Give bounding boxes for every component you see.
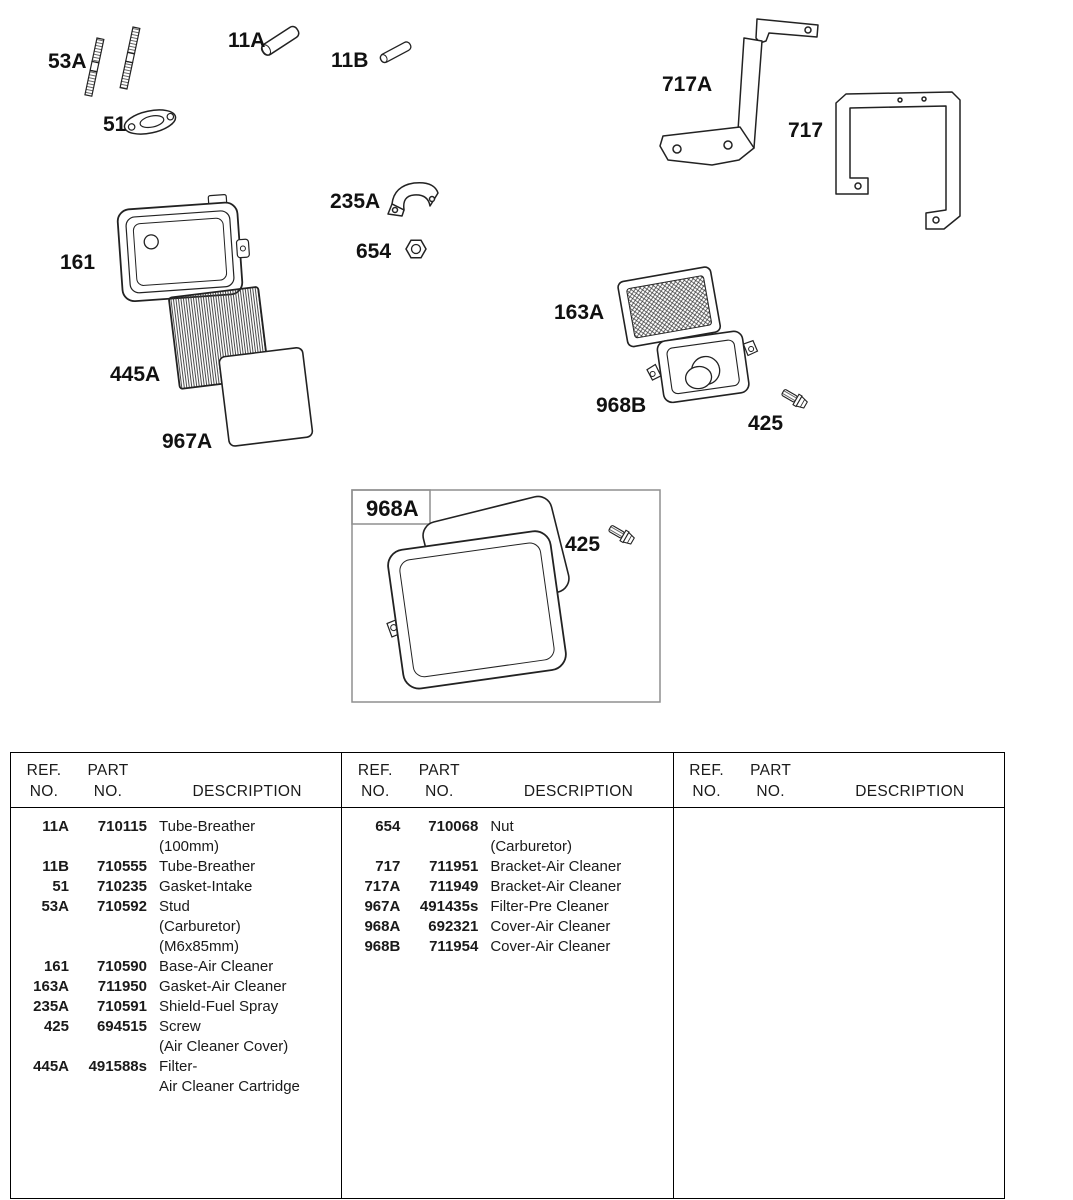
description-cell: (100mm) bbox=[159, 838, 220, 855]
shield-235A-part bbox=[388, 183, 438, 216]
ref-no-cell: 425 bbox=[43, 1018, 69, 1035]
part-no-cell bbox=[69, 1077, 147, 1097]
parts-table-column-1 bbox=[11, 753, 342, 1198]
table-row bbox=[19, 857, 335, 877]
header-desc-spacer bbox=[478, 760, 666, 781]
ref-no-cell bbox=[19, 1037, 69, 1057]
ref-no-cell: 11B bbox=[42, 858, 69, 875]
header-part-no: NO. bbox=[756, 783, 785, 800]
precleaner-967A-part bbox=[219, 347, 313, 447]
part-no-cell: 710590 bbox=[96, 958, 147, 975]
description-cell: Nut bbox=[490, 818, 514, 835]
table-row bbox=[19, 817, 335, 837]
part-label-235A: 235A bbox=[330, 190, 381, 213]
tube-11A-part bbox=[260, 25, 301, 57]
part-label-425-box: 425 bbox=[565, 533, 601, 556]
part-label-654: 654 bbox=[356, 240, 392, 263]
part-no-cell bbox=[69, 837, 147, 857]
description-cell: Bracket-Air Cleaner bbox=[490, 878, 622, 895]
description-cell: Gasket-Air Cleaner bbox=[159, 978, 287, 995]
description-cell: (Carburetor) bbox=[159, 918, 241, 935]
table-header bbox=[674, 753, 1004, 808]
part-label-968B: 968B bbox=[596, 394, 647, 417]
part-label-53A: 53A bbox=[48, 50, 87, 73]
screw-425-part bbox=[780, 387, 809, 410]
description-cell: Bracket-Air Cleaner bbox=[490, 858, 622, 875]
stud-53A-part bbox=[85, 38, 104, 96]
description-cell: Base-Air Cleaner bbox=[159, 958, 274, 975]
description-cell: Screw bbox=[159, 1018, 201, 1035]
tube-11B-part bbox=[379, 41, 412, 64]
header-part-no: NO. bbox=[425, 783, 454, 800]
header-part: PART bbox=[418, 762, 460, 779]
ref-no-cell: 51 bbox=[52, 878, 69, 895]
header-ref: REF. bbox=[26, 762, 62, 779]
description-cell: Filter-Pre Cleaner bbox=[490, 898, 609, 915]
header-desc-spacer bbox=[810, 760, 998, 781]
cover-968A-part bbox=[377, 493, 572, 691]
ref-no-cell: 967A bbox=[364, 898, 401, 915]
part-label-161: 161 bbox=[60, 251, 96, 274]
table-row bbox=[350, 857, 666, 877]
ref-no-cell bbox=[350, 837, 400, 857]
screw-425-box-part bbox=[607, 523, 636, 546]
part-no-cell: 491435s bbox=[419, 898, 479, 915]
description-cell: (M6x85mm) bbox=[159, 938, 240, 955]
part-no-cell bbox=[400, 837, 478, 857]
part-label-968A: 968A bbox=[366, 496, 419, 521]
part-no-cell: 710068 bbox=[428, 818, 479, 835]
parts-table-column-2 bbox=[342, 753, 673, 1198]
description-cell: Stud bbox=[159, 898, 190, 915]
header-part: PART bbox=[750, 762, 792, 779]
part-no-cell bbox=[69, 1037, 147, 1057]
part-label-11A: 11A bbox=[228, 29, 266, 52]
ref-no-cell bbox=[19, 937, 69, 957]
part-label-51: 51 bbox=[103, 113, 127, 136]
header-ref-no: NO. bbox=[361, 783, 390, 800]
description-cell: Shield-Fuel Spray bbox=[159, 998, 279, 1015]
part-no-cell bbox=[69, 937, 147, 957]
table-header bbox=[342, 753, 672, 808]
part-no-cell: 711950 bbox=[97, 978, 147, 995]
header-description: DESCRIPTION bbox=[523, 783, 634, 800]
table-row bbox=[350, 897, 666, 917]
description-cell: Tube-Breather bbox=[159, 858, 256, 875]
part-label-163A: 163A bbox=[554, 301, 605, 324]
part-label-11B: 11B bbox=[331, 49, 369, 72]
gasket-51-part bbox=[122, 106, 177, 138]
table-row bbox=[350, 917, 666, 937]
description-cell: Tube-Breather bbox=[159, 818, 256, 835]
ref-no-cell: 445A bbox=[33, 1058, 69, 1075]
header-part: PART bbox=[87, 762, 129, 779]
part-no-cell: 692321 bbox=[428, 918, 479, 935]
table-row bbox=[19, 957, 335, 977]
part-no-cell: 710115 bbox=[97, 818, 147, 835]
table-row bbox=[19, 837, 335, 857]
table-row bbox=[19, 977, 335, 997]
part-label-717A: 717A bbox=[662, 73, 713, 96]
part-no-cell: 711949 bbox=[429, 878, 479, 895]
header-ref: REF. bbox=[357, 762, 393, 779]
ref-no-cell: 968A bbox=[364, 918, 401, 935]
parts-table-column-3 bbox=[674, 753, 1004, 1198]
table-row bbox=[19, 997, 335, 1017]
part-no-cell: 694515 bbox=[96, 1018, 147, 1035]
stud-53A-part-2 bbox=[120, 27, 140, 89]
ref-no-cell: 717A bbox=[364, 878, 401, 895]
header-description: DESCRIPTION bbox=[192, 783, 302, 800]
part-no-cell: 710555 bbox=[96, 858, 147, 875]
ref-no-cell: 717 bbox=[375, 858, 401, 875]
ref-no-cell bbox=[19, 837, 69, 857]
table-row bbox=[19, 1037, 335, 1057]
table-row bbox=[350, 817, 666, 837]
table-row bbox=[19, 937, 335, 957]
part-no-cell: 710235 bbox=[96, 878, 147, 895]
base-161-part bbox=[116, 193, 252, 302]
part-label-717: 717 bbox=[788, 119, 824, 142]
part-label-967A: 967A bbox=[162, 430, 213, 453]
ref-no-cell bbox=[19, 1077, 69, 1097]
nut-654-part bbox=[406, 240, 426, 257]
table-body bbox=[674, 808, 1004, 817]
ref-no-cell: 11A bbox=[42, 818, 69, 835]
table-body bbox=[342, 808, 672, 957]
table-body bbox=[11, 808, 341, 1097]
table-row bbox=[350, 837, 666, 857]
ref-no-cell: 968B bbox=[364, 938, 401, 955]
table-row bbox=[19, 897, 335, 917]
description-cell: Air Cleaner Cartridge bbox=[159, 1078, 300, 1095]
part-label-425: 425 bbox=[748, 412, 784, 435]
ref-no-cell: 161 bbox=[43, 958, 69, 975]
table-row bbox=[19, 877, 335, 897]
parts-table bbox=[10, 752, 1005, 1199]
table-row bbox=[350, 877, 666, 897]
part-no-cell: 710591 bbox=[96, 998, 147, 1015]
description-cell: Filter- bbox=[159, 1058, 198, 1075]
ref-no-cell: 235A bbox=[33, 998, 69, 1015]
header-description: DESCRIPTION bbox=[855, 783, 965, 800]
part-no-cell bbox=[69, 917, 147, 937]
table-row bbox=[19, 1057, 335, 1077]
table-header bbox=[11, 753, 341, 808]
table-row bbox=[19, 1017, 335, 1037]
table-row bbox=[19, 1077, 335, 1097]
description-cell: (Carburetor) bbox=[490, 838, 573, 855]
header-ref-no: NO. bbox=[29, 783, 59, 800]
part-no-cell: 711951 bbox=[429, 858, 479, 875]
header-ref: REF. bbox=[689, 762, 725, 779]
table-row bbox=[350, 937, 666, 957]
header-ref-no: NO. bbox=[692, 783, 721, 800]
header-desc-spacer bbox=[147, 760, 335, 781]
table-row bbox=[19, 917, 335, 937]
bracket-717-part bbox=[836, 92, 960, 229]
ref-no-cell: 654 bbox=[375, 818, 401, 835]
description-cell: Cover-Air Cleaner bbox=[490, 918, 611, 935]
part-no-cell: 710592 bbox=[96, 898, 147, 915]
ref-no-cell bbox=[19, 917, 69, 937]
part-no-cell: 491588s bbox=[88, 1058, 147, 1075]
ref-no-cell: 53A bbox=[41, 898, 69, 915]
description-cell: (Air Cleaner Cover) bbox=[159, 1038, 289, 1055]
ref-no-cell: 163A bbox=[33, 978, 69, 995]
header-part-no: NO. bbox=[93, 783, 123, 800]
description-cell: Gasket-Intake bbox=[159, 878, 253, 895]
description-cell: Cover-Air Cleaner bbox=[490, 938, 611, 955]
part-no-cell: 711954 bbox=[429, 938, 479, 955]
part-label-445A: 445A bbox=[110, 363, 161, 386]
